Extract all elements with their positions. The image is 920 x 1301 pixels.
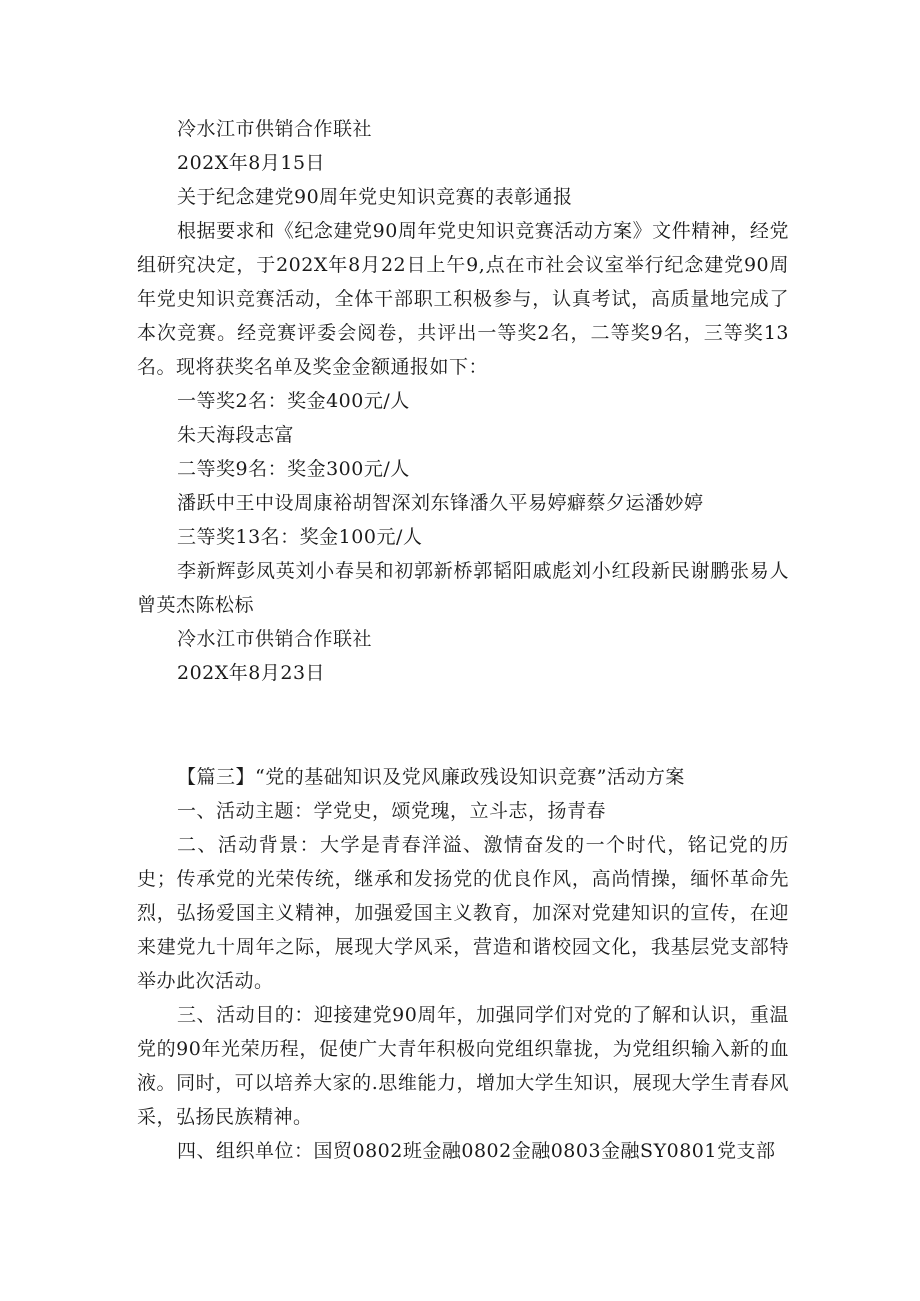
- third-prize-names: 李新辉彭凤英刘小春吴和初郭新桥郭韬阳戚彪刘小红段新民谢鹏张易人曾英杰陈松标: [137, 560, 789, 616]
- plan-item-purpose: 三、活动目的：迎接建党90周年，加强同学们对党的了解和认识，重温党的90年光荣历程，促使广大青年积极向党组织靠拢，为党组织输入新的血液。同时，可以培养大家的.思维能力，增加大学生知识，展现大学生青春风采，弘扬民族精神。: [137, 1004, 789, 1128]
- plan-item-background: 二、活动背景：大学是青春洋溢、激情奋发的一个时代，铭记党的历史；传承党的光荣传统，继承和发扬党的优良作风，高尚情操，缅怀革命先烈，弘扬爱国主义精神，加强爱国主义教育，加深对党建知识的宣传，在迎来建党九十周年之际，展现大学风采，营造和谐校园文化，我基层党支部特举办此次活动。: [137, 834, 789, 992]
- first-prize-label: 一等奖2名：奖金400元/人: [177, 390, 410, 412]
- date-bottom: 202X年8月23日: [177, 662, 326, 684]
- org-name-top: 冷水江市供销合作联社: [177, 118, 373, 140]
- second-prize-names: 潘跃中王中设周康裕胡智深刘东锋潘久平易婷癖蔡夕运潘妙婷: [177, 492, 704, 514]
- plan-item-organizer: 四、组织单位：国贸0802班金融0802金融0803金融SY0801党支部: [177, 1140, 776, 1162]
- notice-body: 根据要求和《纪念建党90周年党史知识竞赛活动方案》文件精神，经党组研究决定，于202X年8月22日上午9,点在市社会议室举行纪念建党90周年党史知识竞赛活动，全体干部职工积极参与，认真考试，高质量地完成了本次竞赛。经竞赛评委会阅卷，共评出一等奖2名，二等奖9名，三等奖13名。现将获奖名单及奖金金额通报如下：: [137, 220, 789, 378]
- third-prize-label: 三等奖13名：奖金100元/人: [177, 526, 423, 548]
- plan-heading: 【篇三】“党的基础知识及党风廉政残设知识竞赛”活动方案: [177, 766, 685, 788]
- org-name-bottom: 冷水江市供销合作联社: [177, 628, 373, 650]
- date-top: 202X年8月15日: [177, 152, 326, 174]
- second-prize-label: 二等奖9名：奖金300元/人: [177, 458, 410, 480]
- notice-title: 关于纪念建党90周年党史知识竞赛的表彰通报: [177, 186, 573, 208]
- first-prize-names: 朱天海段志富: [177, 424, 295, 446]
- plan-item-theme: 一、活动主题：学党史，颂党瑰，立斗志，扬青春: [177, 800, 607, 822]
